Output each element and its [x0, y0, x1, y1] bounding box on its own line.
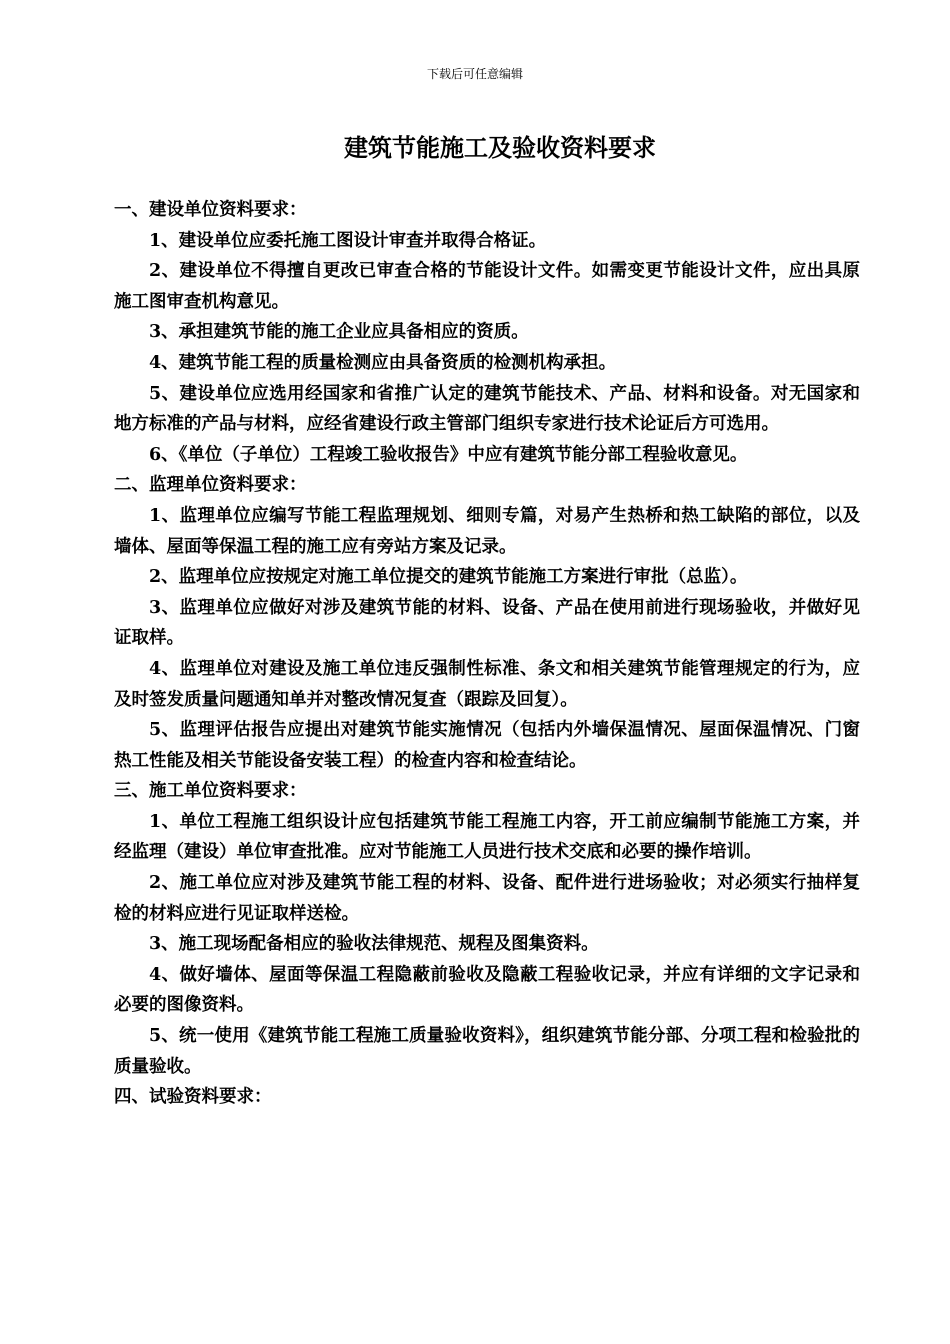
list-item: 2、监理单位应按规定对施工单位提交的建筑节能施工方案进行审批（总监）。: [149, 567, 748, 588]
list-item: 5、统一使用《建筑节能工程施工质量验收资料》，组织建筑节能分部、分项工程和检验批的质量验收。: [114, 1026, 860, 1077]
section-heading: 一、建设单位资料要求：: [114, 200, 307, 220]
list-item: 3、承担建筑节能的施工企业应具备相应的资质。: [149, 322, 529, 343]
list-item: 3、施工现场配备相应的验收法律规范、规程及图集资料。: [149, 934, 599, 955]
list-item: 4、建筑节能工程的质量检测应由具备资质的检测机构承担。: [149, 352, 617, 373]
list-item: 4、做好墙体、屋面等保温工程隐蔽前验收及隐蔽工程验收记录，并应有详细的文字记录和必要的图像资料。: [114, 964, 860, 1016]
list-item: 2、施工单位应对涉及建筑节能工程的材料、设备、配件进行进场验收；对必须实行抽样复检的材料应进行见证取样送检。: [114, 873, 860, 924]
document-body: [114, 195, 860, 1113]
section-heading: 二、监理单位资料要求：: [114, 475, 307, 496]
list-item: 5、监理评估报告应提出对建筑节能实施情况（包括内外墙保温情况、屋面保温情况、门窗热工性能及相关节能设备安装工程）的检查内容和检查结论。: [114, 720, 860, 771]
section-heading: 三、施工单位资料要求：: [114, 781, 307, 802]
list-item: 3、监理单位应做好对涉及建筑节能的材料、设备、产品在使用前进行现场验收，并做好见证取样。: [114, 597, 860, 649]
list-item: 4、监理单位对建设及施工单位违反强制性标准、条文和相关建筑节能管理规定的行为，应及时签发质量问题通知单并对整改情况复查（跟踪及回复）。: [114, 658, 860, 710]
page-header-note: 下载后可任意编辑: [426, 67, 523, 81]
list-item: 1、建设单位应委托施工图设计审查并取得合格证。: [149, 230, 547, 251]
list-item: 2、建设单位不得擅自更改已审查合格的节能设计文件。如需变更节能设计文件，应出具原施工图审查机构意见。: [114, 261, 860, 312]
list-item: 5、建设单位应选用经国家和省推广认定的建筑节能技术、产品、材料和设备。对无国家和地方标准的产品与材料，应经省建设行政主管部门组织专家进行技术论证后方可选用。: [114, 383, 860, 435]
section-heading: 四、试验资料要求：: [114, 1087, 272, 1108]
list-item: 1、监理单位应编写节能工程监理规划、细则专篇，对易产生热桥和热工缺陷的部位，以及墙体、屋面等保温工程的施工应有旁站方案及记录。: [114, 505, 860, 557]
document-title: 建筑节能施工及验收资料要求: [344, 133, 656, 162]
list-item: 6、《单位（子单位）工程竣工验收报告》中应有建筑节能分部工程验收意见。: [149, 444, 748, 465]
list-item: 1、单位工程施工组织设计应包括建筑节能工程施工内容，开工前应编制节能施工方案，并经监理（建设）单位审查批准。应对节能施工人员进行技术交底和必要的操作培训。: [114, 811, 860, 863]
